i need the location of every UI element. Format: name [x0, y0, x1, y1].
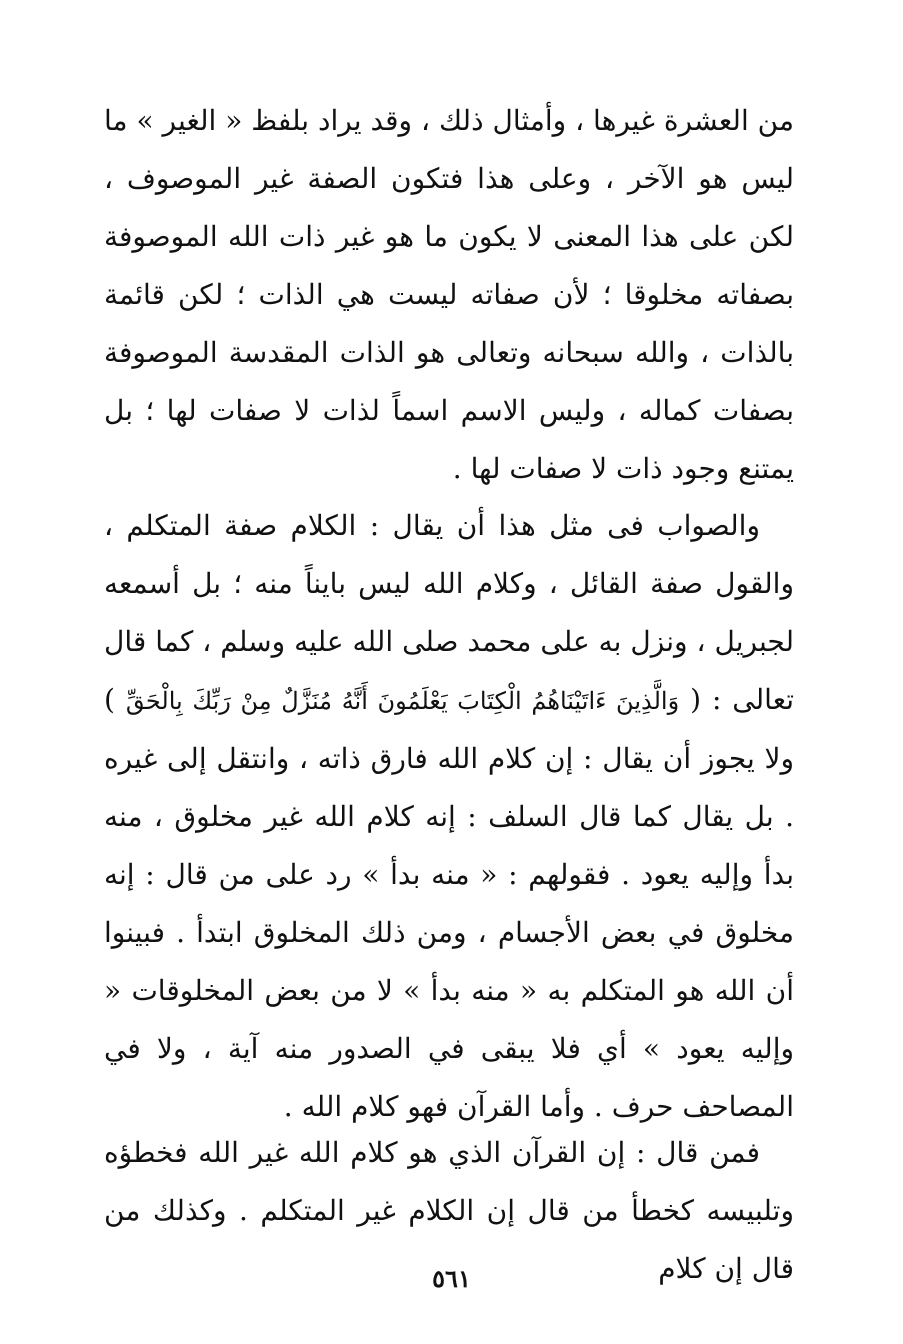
paragraph-2-text-after: ) ولا يجوز أن يقال : إن كلام الله فارق ذاته ، وانتقل إلى غيره . بل يقال كما قال السلف : إنه كلام الله غير مخلوق ، منه بدأ وإليه يعود . فقولهم : « منه بدأ » رد على من قال : إنه مخلوق في بعض الأجسام ، ومن ذلك المخلوق ابتدأ . فبينوا أن الله هو المتكلم به « منه بدأ » لا من بعض المخلوقات « وإليه يعود » أي فلا يبقى في الصدور منه آية ، ولا في المصاحف حرف . وأما القرآن فهو كلام الله .	[104, 683, 794, 1123]
quran-verse: وَالَّذِينَ ءَاتَيْنَاهُمُ الْكِتَابَ يَعْلَمُونَ أَنَّهُ مُنَزَّلٌ مِنْ رَبِّكَ بِالْحَقِّ	[125, 687, 680, 715]
paragraph-2	[104, 497, 794, 1136]
paragraph-2-text-before: والصواب فى مثل هذا أن يقال : الكلام صفة المتكلم ، والقول صفة القائل ، وكلام الله ليس بايناً منه ؛ بل أسمعه لجبريل ، ونزل به على محمد صلى الله عليه وسلم ، كما قال تعالى : (	[104, 509, 795, 716]
page-number: ٥٦١	[432, 1264, 471, 1293]
paragraph-3: فمن قال : إن القرآن الذي هو كلام الله غير الله فخطؤه وتلبيسه كخطأ من قال إن الكلام غير المتكلم . وكذلك من قال إن كلام	[104, 1136, 794, 1285]
paragraph-1: من العشرة غيرها ، وأمثال ذلك ، وقد يراد بلفظ « الغير » ما ليس هو الآخر ، وعلى هذا فتكون الصفة غير الموصوف ، لكن على هذا المعنى لا يكون ما هو غير ذات الله الموصوفة بصفاته مخلوقا ؛ لأن صفاته ليست هي الذات ؛ لكن قائمة بالذات ، والله سبحانه وتعالى هو الذات المقدسة الموصوفة بصفات كماله ، وليس الاسم اسماً لذات لا صفات لها ؛ بل يمتنع وجود ذات لا صفات لها .	[104, 104, 794, 485]
